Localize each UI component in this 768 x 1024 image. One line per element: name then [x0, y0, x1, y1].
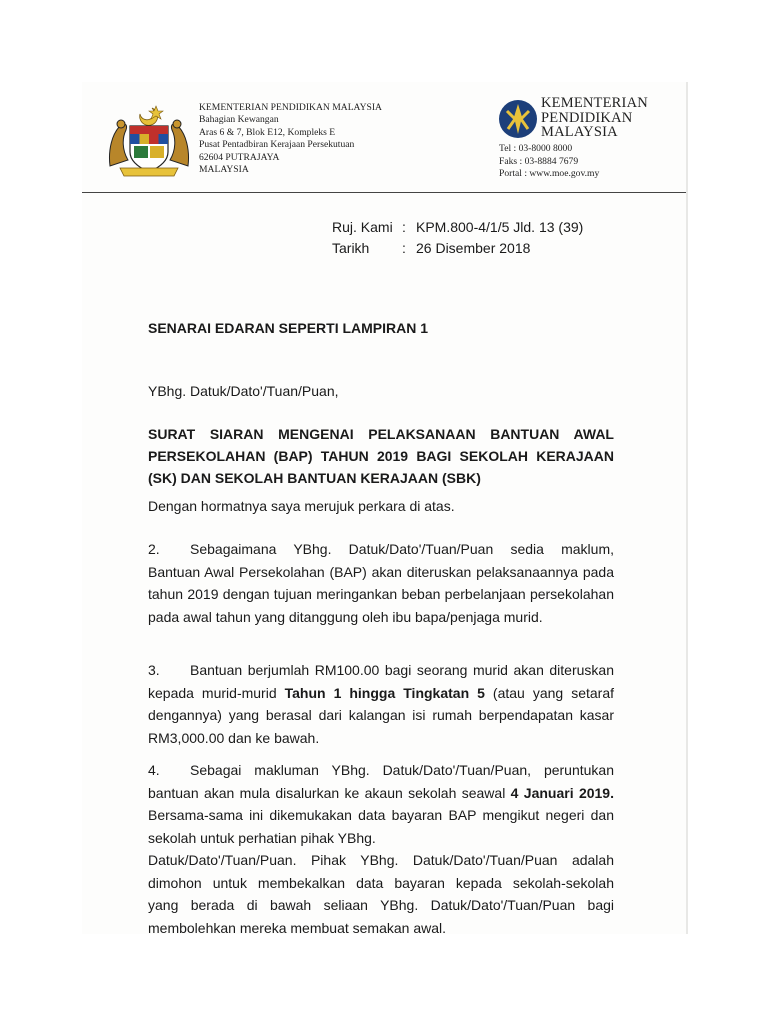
- paragraph-3-text-b: (atau yang setaraf dengannya) yang berasal dari kalangan isi rumah berpendapatan kasar RM3,000.00 dan ke bawah.: [148, 684, 614, 746]
- ministry-name: [541, 96, 648, 140]
- moe-logo-icon: [498, 99, 538, 139]
- circulation-heading: SENARAI EDARAN SEPERTI LAMPIRAN 1: [148, 320, 429, 336]
- ministry-name-line: PENDIDIKAN: [541, 109, 633, 126]
- paragraph-1: Dengan hormatnya saya merujuk perkara di atas.: [148, 498, 455, 514]
- address-line: MALAYSIA: [199, 164, 249, 176]
- paragraph-4-text-b: Bersama-sama ini dikemukakan data bayaran BAP mengikut negeri dan sekolah untuk perhatian pihak YBhg.: [148, 807, 614, 846]
- subject-heading: SURAT SIARAN MENGENAI PELAKSANAAN BANTUAN AWAL PERSEKOLAHAN (BAP) TAHUN 2019 BAGI SEKOLAH KERAJAAN (SK) DAN SEKOLAH BANTUAN KERAJAAN (SBK): [148, 426, 614, 486]
- address-line: Bahagian Kewangan: [199, 114, 279, 126]
- separator: :: [402, 219, 406, 235]
- ruj-label: Ruj. Kami: [332, 219, 393, 235]
- paragraph-4-date-b: 2019.: [578, 784, 614, 801]
- ministry-name-line: KEMENTERIAN: [541, 95, 648, 111]
- paragraph-number: 2.: [148, 541, 160, 557]
- portal-link[interactable]: Portal : www.moe.gov.my: [499, 168, 600, 180]
- paragraph-4: [148, 759, 614, 939]
- address-line: Pusat Pentadbiran Kerajaan Persekutuan: [199, 139, 355, 151]
- paragraph-4-opening: [148, 759, 614, 849]
- tarikh-value: 26 Disember 2018: [416, 240, 531, 256]
- address-line: Aras 6 & 7, Blok E12, Kompleks E: [199, 126, 336, 138]
- reference-row: [332, 217, 583, 238]
- paragraph-4-text-a: Sebagai makluman YBhg. Datuk/Dato'/Tuan/Puan, peruntukan bantuan akan mula disalurkan ke akaun sekolah seawal: [148, 762, 614, 801]
- paragraph-3-text-a: Bantuan berjumlah RM100.00 bagi seorang murid akan diteruskan kepada murid-murid: [148, 662, 614, 701]
- letter-page: [82, 82, 688, 934]
- separator: :: [402, 240, 406, 256]
- paragraph-4-line: Datuk/Dato'/Tuan/Puan. Pihak YBhg. Datuk/Dato'/Tuan/Puan adalah: [148, 852, 614, 868]
- ruj-value: KPM.800-4/1/5 Jld. 13 (39): [416, 219, 584, 235]
- ministry-name-line: MALAYSIA: [541, 124, 618, 140]
- ministry-address: [199, 102, 382, 176]
- reference-block: [332, 217, 583, 259]
- salutation: YBhg. Datuk/Dato'/Tuan/Puan,: [148, 383, 339, 399]
- paragraph-3: [148, 659, 614, 749]
- paragraph-4-date-a: 4 Januari: [510, 784, 574, 801]
- paragraph-3-emphasis: Tahun 1 hingga Tingkatan 5: [284, 684, 485, 701]
- paragraph-2-text: Sebagaimana YBhg. Datuk/Dato'/Tuan/Puan sedia maklum, Bantuan Awal Persekolahan (BAP) akan diteruskan pelaksanaannya pada tahun 2019 dengan tujuan meringankan beban perbelanjaan persekolahan pada awal tahun yang ditanggung oleh ibu bapa/penjaga murid.: [148, 541, 614, 625]
- date-row: [332, 238, 583, 259]
- header-divider: [82, 192, 686, 193]
- telephone: Tel : 03-8000 8000: [499, 143, 573, 154]
- coat-of-arms-icon: [106, 104, 192, 180]
- paragraph-4-line: dimohon untuk membekalkan data bayaran kepada sekolah-sekolah: [148, 874, 614, 891]
- address-line: KEMENTERIAN PENDIDIKAN MALAYSIA: [199, 102, 382, 113]
- fax: Faks : 03-8884 7679: [499, 155, 579, 167]
- contact-info: [499, 143, 599, 181]
- paragraph-number: 3.: [148, 662, 160, 678]
- paragraph-number: 4.: [148, 762, 160, 778]
- paragraph-4-line: membolehkan mereka membuat semakan awal.: [148, 919, 447, 936]
- address-line: 62604 PUTRAJAYA: [199, 151, 280, 163]
- paragraph-2: [148, 538, 614, 628]
- tarikh-label: Tarikh: [332, 240, 370, 256]
- letterhead: [82, 82, 686, 194]
- paragraph-4-line: yang berada di bawah seliaan YBhg. Datuk/Dato'/Tuan/Puan bagi: [148, 897, 614, 913]
